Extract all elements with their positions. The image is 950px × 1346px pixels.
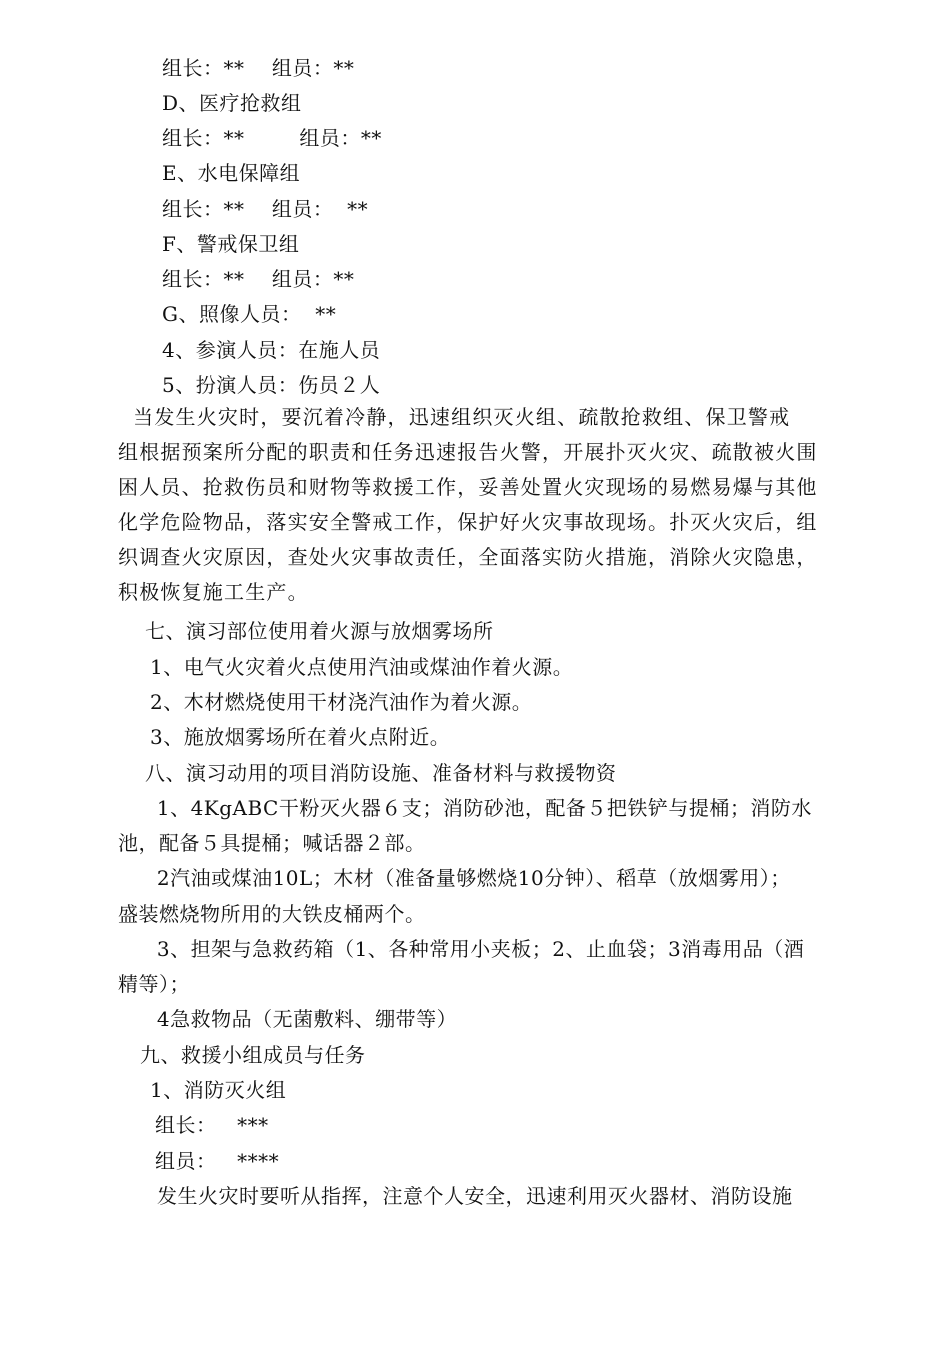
section-7-item-1: 1、电气火灾着火点使用汽油或煤油作着火源。 (150, 655, 574, 679)
section-8-item-2-line-1: 2汽油或煤油10L；木材（准备量够燃烧10分钟）、稻草（放烟雾用）； (150, 866, 791, 890)
team-f-members-line: 组长：** 组员：** (162, 267, 355, 291)
section-7-item-3: 3、施放烟雾场所在着火点附近。 (150, 725, 451, 749)
section-8-item-3-line-2: 精等）； (118, 972, 190, 996)
section-8-item-3-line-1: 3、担架与急救药箱（1、各种常用小夹板；2、止血袋；3消毒用品（酒 (150, 937, 805, 961)
fire-team-members: 组员： **** (155, 1149, 280, 1173)
team-e-heading: E、水电保障组 (162, 161, 301, 185)
fire-team-duty-text: 发生火灾时要听从指挥，注意个人安全，迅速利用灭火器材、消防设施 (157, 1184, 793, 1208)
team-c-members-line: 组长：** 组员：** (162, 56, 355, 80)
section-8-heading: 八、演习动用的项目消防设施、准备材料与救援物资 (145, 761, 617, 785)
section-8-item-2-line-2: 盛装燃烧物所用的大铁皮桶两个。 (118, 902, 426, 926)
team-f-heading: F、警戒保卫组 (162, 232, 300, 256)
paragraph-line: 困人员、抢救伤员和财物等救援工作，妥善处置火灾现场的易燃易爆与其他 (118, 475, 818, 499)
paragraph-line: 组根据预案所分配的职责和任务迅速报告火警，开展扑灭火灾、疏散被火围 (118, 440, 818, 464)
section-7-item-2: 2、木材燃烧使用干材浇汽油作为着火源。 (150, 690, 533, 714)
section-8-item-4: 4急救物品（无菌敷料、绷带等） (150, 1007, 458, 1031)
paragraph-line: 当发生火灾时，要沉着冷静，迅速组织灭火组、疏散抢救组、保卫警戒 (118, 405, 791, 429)
section-8-item-1-line-2: 池，配备５具提桶；喊话器２部。 (118, 831, 426, 855)
paragraph-line: 织调查火灾原因，查处火灾事故责任，全面落实防火措施，消除火灾隐患， (118, 545, 818, 569)
actors-line: 5、扮演人员：伤员２人 (162, 373, 381, 397)
participants-line: 4、参演人员：在施人员 (162, 338, 381, 362)
fire-team-heading: 1、消防灭火组 (150, 1078, 287, 1102)
team-e-members-line: 组长：** 组员： ** (162, 197, 369, 221)
section-9-heading: 九、救援小组成员与任务 (140, 1043, 366, 1067)
section-8-item-1-line-1: 1、4KgABC干粉灭火器６支；消防砂池，配备５把铁铲与提桶；消防水 (150, 796, 812, 820)
paragraph-line: 积极恢复施工生产。 (118, 580, 309, 604)
photographer-line: G、照像人员： ** (162, 302, 337, 326)
section-7-heading: 七、演习部位使用着火源与放烟雾场所 (145, 619, 494, 643)
fire-response-paragraph (118, 400, 863, 610)
paragraph-line: 化学危险物品，落实安全警戒工作，保护好火灾事故现场。扑灭火灾后，组 (118, 510, 818, 534)
team-d-members-line: 组长：** 组员：** (162, 126, 382, 150)
team-d-heading: D、医疗抢救组 (162, 91, 302, 115)
fire-team-leader: 组长： *** (155, 1113, 269, 1137)
